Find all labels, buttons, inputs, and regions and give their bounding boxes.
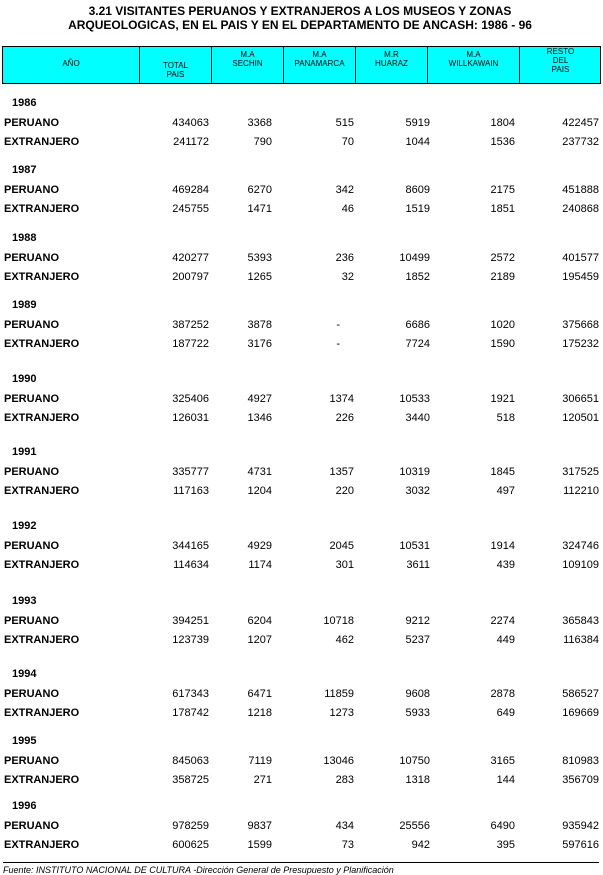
table-cell: 434063 [172, 117, 209, 129]
table-cell: 5237 [405, 634, 430, 646]
column-header [2, 47, 139, 83]
table-cell: 11859 [324, 688, 354, 700]
table-row [0, 634, 603, 648]
table-cell: 335777 [172, 466, 209, 478]
table-cell: 978259 [172, 820, 209, 832]
table-cell: 3032 [405, 485, 430, 497]
table-cell: 5933 [405, 707, 430, 719]
table-cell: 518 [496, 412, 515, 424]
table-cell: 1374 [329, 393, 354, 405]
table-cell: 1536 [490, 136, 515, 148]
row-label: EXTRANJERO [4, 559, 80, 571]
table-cell: 387252 [172, 319, 209, 331]
column-header-line: SECHIN [232, 59, 263, 68]
table-cell: 395 [496, 839, 515, 851]
table-cell: 1599 [247, 839, 272, 851]
table-cell: 226 [335, 412, 354, 424]
column-header-line: M.R [384, 50, 399, 59]
table-cell: 195459 [562, 271, 599, 283]
table-cell: 271 [253, 774, 272, 786]
table-cell: - [336, 338, 340, 350]
column-header [355, 47, 427, 83]
row-label: EXTRANJERO [4, 774, 80, 786]
column-header-line: TOTAL [162, 61, 189, 70]
year-label: 1994 [12, 668, 37, 680]
table-cell: 6490 [490, 820, 515, 832]
row-label: PERUANO [4, 688, 60, 700]
table-cell: 13046 [323, 755, 354, 767]
table-cell: 32 [341, 271, 354, 283]
table-cell: 845063 [172, 755, 209, 767]
table-cell: 70 [341, 136, 354, 148]
column-header [139, 47, 211, 83]
table-cell: 439 [496, 559, 515, 571]
table-cell: 2045 [329, 540, 354, 552]
table-cell: 344165 [172, 540, 209, 552]
table-row [0, 319, 603, 333]
column-header-line: AÑO [62, 59, 80, 68]
table-cell: 123739 [172, 634, 209, 646]
table-cell: 2175 [490, 184, 515, 196]
table-cell: 375668 [562, 319, 599, 331]
title-line-1: 3.21 VISITANTES PERUANOS Y EXTRANJEROS A LOS MUSEOS Y ZONAS [88, 4, 512, 18]
table-cell: 10750 [399, 755, 430, 767]
column-header-line: PANAMARCA [294, 59, 345, 68]
table-cell: 451888 [562, 184, 599, 196]
table-cell: 236 [335, 252, 354, 264]
table-cell: 3165 [490, 755, 515, 767]
table-cell: 3611 [406, 559, 430, 571]
table-cell: 3176 [247, 338, 272, 350]
table-cell: 6686 [405, 319, 430, 331]
table-cell: 4927 [247, 393, 272, 405]
row-label: PERUANO [4, 615, 60, 627]
year-label: 1989 [12, 299, 37, 311]
row-label: PERUANO [4, 820, 60, 832]
table-cell: 1044 [405, 136, 430, 148]
table-cell: 497 [496, 485, 515, 497]
row-label: PERUANO [4, 540, 60, 552]
table-cell: 283 [335, 774, 354, 786]
table-cell: 586527 [562, 688, 599, 700]
row-label: EXTRANJERO [4, 412, 80, 424]
table-cell: 1519 [405, 203, 430, 215]
table-row [0, 774, 603, 788]
table-cell: 2274 [490, 615, 515, 627]
table-cell: 178742 [172, 707, 209, 719]
table-cell: 1845 [490, 466, 515, 478]
table-row [0, 615, 603, 629]
year-label: 1990 [12, 373, 37, 385]
table-cell: 942 [411, 839, 430, 851]
column-header-line: M.A [312, 50, 327, 59]
table-cell: 356709 [562, 774, 599, 786]
column-header-line: PAIS [551, 65, 570, 74]
table-cell: 462 [335, 634, 354, 646]
title-line-2: ARQUEOLOGICAS, EN EL PAIS Y EN EL DEPARTAMENTO DE ANCASH: 1986 - 96 [68, 18, 532, 32]
table-row [0, 117, 603, 131]
row-label: EXTRANJERO [4, 271, 80, 283]
table-cell: 10533 [399, 393, 430, 405]
table-row [0, 559, 603, 573]
row-label: PERUANO [4, 319, 60, 331]
table-cell: 2572 [490, 252, 515, 264]
table-cell: 1357 [329, 466, 354, 478]
table-cell: 469284 [172, 184, 209, 196]
table-cell: 2878 [490, 688, 515, 700]
row-label: EXTRANJERO [4, 485, 80, 497]
table-cell: 9608 [405, 688, 430, 700]
table-row [0, 252, 603, 266]
table-cell: 10499 [399, 252, 430, 264]
table-cell: 935942 [562, 820, 599, 832]
row-label: EXTRANJERO [4, 203, 80, 215]
table-cell: 1318 [405, 774, 430, 786]
table-header [2, 46, 601, 84]
table-row [0, 203, 603, 217]
table-cell: 317525 [562, 466, 599, 478]
table-cell: 790 [253, 136, 272, 148]
table-cell: 1914 [490, 540, 515, 552]
row-label: PERUANO [4, 117, 60, 129]
table-row [0, 839, 603, 853]
table-row [0, 688, 603, 702]
table-cell: 1346 [247, 412, 272, 424]
table-row [0, 338, 603, 352]
table-cell: 1207 [247, 634, 272, 646]
year-label: 1991 [12, 446, 37, 458]
table-cell: 515 [335, 117, 354, 129]
column-header [283, 47, 355, 83]
table-row [0, 707, 603, 721]
table-cell: 6204 [247, 615, 272, 627]
table-row [0, 271, 603, 285]
table-cell: 3368 [247, 117, 272, 129]
table-row [0, 393, 603, 407]
table-cell: 6270 [247, 184, 272, 196]
table-cell: 1273 [329, 707, 354, 719]
table-cell: 3878 [247, 319, 272, 331]
table-cell: 1020 [490, 319, 515, 331]
table-row [0, 136, 603, 150]
table-cell: 1204 [247, 485, 272, 497]
table-cell: 117163 [173, 485, 209, 497]
table-cell: 126031 [172, 412, 209, 424]
year-label: 1992 [12, 520, 37, 532]
table-cell: 1218 [247, 707, 272, 719]
table-row [0, 755, 603, 769]
table-cell: 2189 [490, 271, 515, 283]
table-row [0, 540, 603, 554]
table-cell: 1921 [490, 393, 515, 405]
table-cell: 324746 [562, 540, 599, 552]
table-cell: 175232 [562, 338, 599, 350]
table-cell: 10319 [399, 466, 430, 478]
table-cell: 187722 [172, 338, 209, 350]
table-cell: 810983 [562, 755, 599, 767]
table-cell: 9837 [247, 820, 272, 832]
table-cell: 301 [335, 559, 354, 571]
table-row [0, 184, 603, 198]
table-cell: 8609 [405, 184, 430, 196]
row-label: PERUANO [4, 184, 60, 196]
column-header-line: DEL [552, 56, 569, 65]
table-cell: 1471 [247, 203, 272, 215]
column-header-line: RESTO [546, 47, 575, 56]
table-cell: 144 [496, 774, 515, 786]
table-cell: 325406 [172, 393, 209, 405]
table-cell: 449 [496, 634, 515, 646]
table-cell: 116384 [563, 634, 599, 646]
row-label: PERUANO [4, 393, 60, 405]
table-cell: 6471 [247, 688, 272, 700]
table-cell: 4929 [247, 540, 272, 552]
table-cell: 241172 [173, 136, 209, 148]
row-label: EXTRANJERO [4, 634, 80, 646]
table-cell: 169669 [562, 707, 599, 719]
column-header [427, 47, 519, 83]
table-cell: 1804 [490, 117, 515, 129]
table-cell: 1852 [405, 271, 430, 283]
table-cell: 358725 [172, 774, 209, 786]
table-cell: - [336, 319, 340, 331]
year-label: 1996 [12, 800, 37, 812]
table-cell: 394251 [172, 615, 209, 627]
table-cell: 7724 [405, 338, 430, 350]
table-cell: 5919 [405, 117, 430, 129]
year-label: 1987 [12, 164, 37, 176]
table-cell: 1851 [490, 203, 515, 215]
table-cell: 365843 [562, 615, 599, 627]
table-cell: 9212 [405, 615, 430, 627]
table-cell: 10531 [399, 540, 430, 552]
table-cell: 1265 [247, 271, 272, 283]
table-row [0, 466, 603, 480]
table-cell: 600625 [172, 839, 209, 851]
column-header [519, 47, 601, 83]
column-header-line: M.A [240, 50, 255, 59]
table-cell: 112210 [563, 485, 599, 497]
table-cell: 109109 [562, 559, 599, 571]
table-cell: 1174 [248, 559, 272, 571]
table-cell: 597616 [562, 839, 599, 851]
table-cell: 73 [341, 839, 354, 851]
table-cell: 420277 [172, 252, 209, 264]
column-header [211, 47, 283, 83]
table-cell: 46 [341, 203, 354, 215]
year-label: 1993 [12, 595, 37, 607]
row-label: EXTRANJERO [4, 839, 80, 851]
table-cell: 25556 [399, 820, 430, 832]
year-label: 1986 [12, 97, 37, 109]
table-cell: 114634 [173, 559, 209, 571]
table-cell: 342 [335, 184, 354, 196]
table-cell: 306651 [562, 393, 599, 405]
table-cell: 434 [335, 820, 354, 832]
table-cell: 3440 [405, 412, 430, 424]
table-cell: 200797 [172, 271, 209, 283]
table-cell: 245755 [172, 203, 209, 215]
column-header-line: WILLKAWAIN [448, 59, 499, 68]
row-label: EXTRANJERO [4, 707, 80, 719]
table-cell: 1590 [490, 338, 515, 350]
table-cell: 240868 [562, 203, 599, 215]
row-label: PERUANO [4, 755, 60, 767]
table-cell: 617343 [172, 688, 209, 700]
table-cell: 401577 [562, 252, 599, 264]
table-cell: 10718 [323, 615, 354, 627]
table-cell: 220 [335, 485, 354, 497]
row-label: PERUANO [4, 252, 60, 264]
year-label: 1995 [12, 735, 37, 747]
table-cell: 422457 [562, 117, 599, 129]
table-row [0, 412, 603, 426]
table-cell: 7119 [248, 755, 272, 767]
table-row [0, 820, 603, 834]
table-cell: 5393 [247, 252, 272, 264]
row-label: EXTRANJERO [4, 136, 80, 148]
header-right-border [600, 47, 601, 83]
row-label: EXTRANJERO [4, 338, 80, 350]
table-cell: 237732 [562, 136, 599, 148]
column-header-line: PAIS [166, 70, 185, 79]
table-cell: 649 [496, 707, 515, 719]
table-row [0, 485, 603, 499]
column-header-line: HUARAZ [375, 59, 408, 68]
table-cell: 120501 [562, 412, 599, 424]
row-label: PERUANO [4, 466, 60, 478]
year-label: 1988 [12, 232, 37, 244]
source-note: Fuente: INSTITUTO NACIONAL DE CULTURA -Dirección General de Presupuesto y Planificación [3, 862, 599, 875]
column-header-line: M.A [466, 50, 481, 59]
table-cell: 4731 [247, 466, 272, 478]
